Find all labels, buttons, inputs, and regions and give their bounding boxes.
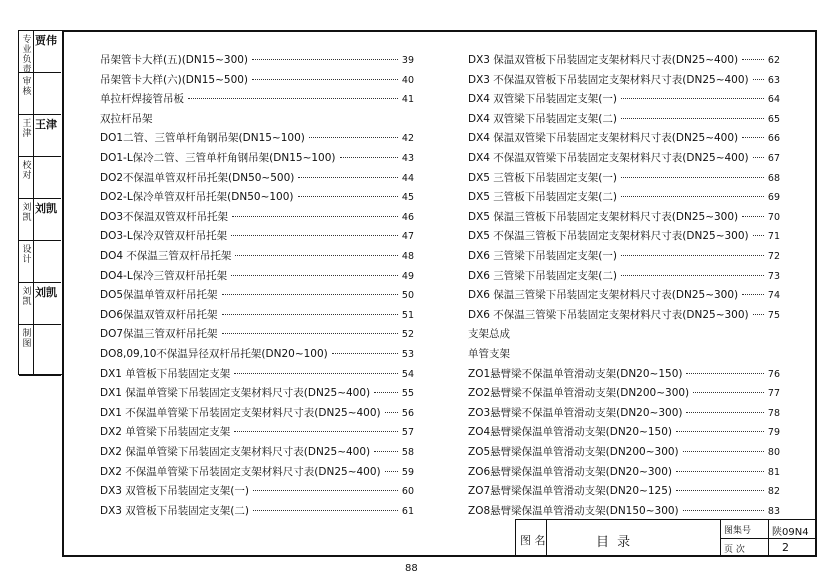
toc-entry-title: DO4 不保温三管双杆吊托架 — [100, 250, 232, 262]
leader-dots — [252, 59, 398, 60]
handwritten-signature: 刘凯 — [35, 286, 57, 299]
cell-divider — [33, 199, 34, 240]
leader-dots — [298, 196, 398, 197]
cell-divider — [33, 115, 34, 156]
toc-entry-page: 43 — [401, 153, 414, 164]
leader-dots — [621, 196, 764, 197]
leader-dots — [621, 177, 764, 178]
leader-dots — [234, 431, 398, 432]
signature-cell — [19, 73, 61, 115]
toc-entry-page: 56 — [401, 407, 414, 419]
toc-entry — [468, 483, 780, 499]
toc-entry-title: DX4 不保温双管梁下吊装固定支架材料尺寸表(DN25~400) — [468, 152, 749, 164]
leader-dots — [676, 490, 764, 491]
cell-divider — [33, 73, 34, 114]
toc-entry-page: 50 — [401, 290, 414, 302]
toc-entry-title: DX6 三管梁下吊装固定支架(二) — [468, 269, 617, 282]
cell-divider — [33, 241, 34, 282]
toc-entry-page: 78 — [767, 407, 780, 419]
toc-entry-title: ZO7悬臂梁保温单管滑动支架(DN20~125) — [468, 485, 672, 498]
toc-entry-title: DO3不保温双管双杆吊托架 — [100, 210, 229, 223]
toc-entry — [468, 52, 780, 68]
toc-entry-title: DO3-L保冷双管双杆吊托架 — [100, 230, 228, 243]
toc-entry-title: DO1二管、三管单杆角钢吊架(DN15~100) — [100, 132, 305, 145]
toc-entry — [468, 503, 780, 519]
toc-entry-page: 74 — [767, 290, 780, 302]
toc-entry — [100, 464, 414, 480]
toc-entry — [468, 111, 780, 127]
toc-entry — [468, 150, 780, 166]
toc-entry-page: 52 — [401, 329, 414, 341]
toc-entry-page: 48 — [401, 251, 414, 262]
toc-entry — [100, 385, 414, 401]
leader-dots — [621, 98, 764, 99]
toc-entry — [100, 130, 414, 146]
title-block — [515, 519, 817, 557]
toc-entry — [100, 189, 414, 205]
drawing-name-label: 图 名 — [520, 534, 546, 547]
leader-dots — [385, 412, 398, 413]
toc-entry-page: 53 — [401, 349, 414, 360]
toc-entry-title: ZO8悬臂梁保温单管滑动支架(DN150~300) — [468, 504, 679, 517]
toc-entry-title: DX6 三管梁下吊装固定支架(一) — [468, 250, 617, 262]
toc-entry-title: 吊架管卡大样(六)(DN15~500) — [100, 73, 249, 86]
toc-entry-page: 69 — [767, 192, 780, 204]
toc-entry — [468, 248, 780, 264]
toc-entry — [100, 72, 414, 88]
toc-entry — [100, 307, 414, 323]
toc-entry-title: ZO4悬臂梁保温单管滑动支架(DN20~150) — [468, 426, 672, 439]
toc-entry-page: 45 — [401, 192, 414, 204]
leader-dots — [742, 216, 764, 217]
toc-entry-title: DO6保温双管双杆吊托架 — [100, 308, 218, 321]
toc-entry — [468, 130, 780, 146]
toc-entry-title: DX2 不保温单管梁下吊装固定支架材料尺寸表(DN25~400) — [100, 465, 381, 478]
toc-entry-page: 83 — [767, 505, 780, 517]
leader-dots — [621, 255, 764, 256]
toc-entry — [100, 444, 414, 460]
toc-entry-title: ZO2悬臂梁不保温单管滑动支架(DN200~300) — [468, 387, 690, 400]
toc-entry-title: DX5 三管板下吊装固定支架(二) — [468, 191, 617, 204]
toc-entry-page: 63 — [767, 74, 780, 86]
toc-entry-title: DO4-L保冷三管双杆吊托架 — [100, 269, 228, 282]
toc-entry — [468, 72, 780, 88]
leader-dots — [188, 98, 398, 99]
signature-cell — [19, 115, 61, 157]
leader-dots — [753, 157, 764, 158]
toc-entry-title: DX6 保温三管梁下吊装固定支架材料尺寸表(DN25~300) — [468, 289, 739, 302]
toc-entry-title: 吊架管卡大样(五)(DN15~300) — [100, 54, 249, 66]
leader-dots — [252, 79, 398, 80]
toc-entry — [100, 52, 414, 68]
handwritten-signature: 王津 — [35, 118, 57, 131]
atlas-number-label: 图集号 — [724, 526, 752, 536]
toc-entry-title: 双拉杆吊架 — [100, 112, 153, 125]
leader-dots — [676, 431, 764, 432]
toc-entry-title: DO1-L保冷二管、三管单杆角钢吊架(DN15~100) — [100, 152, 336, 164]
toc-entry-title: DX1 不保温单管梁下吊装固定支架材料尺寸表(DN25~400) — [100, 406, 381, 419]
signature-role-label: 王津 — [22, 119, 32, 139]
leader-dots — [231, 275, 398, 276]
signature-role-label: 审核 — [22, 77, 32, 97]
toc-entry-page: 59 — [401, 466, 414, 478]
toc-entry-title: DO8,09,10不保温异径双杆吊托架(DN20~100) — [100, 348, 328, 360]
toc-entry-page: 55 — [401, 388, 414, 400]
leader-dots — [683, 451, 764, 452]
toc-entry — [100, 287, 414, 303]
toc-entry-page: 80 — [767, 447, 780, 458]
toc-entry-title: ZO1悬臂梁不保温单管滑动支架(DN20~150) — [468, 367, 683, 380]
leader-dots — [742, 137, 764, 138]
toc-entry-page: 62 — [767, 55, 780, 66]
toc-entry-page: 51 — [401, 309, 414, 321]
toc-entry-title: ZO5悬臂梁保温单管滑动支架(DN200~300) — [468, 446, 679, 458]
toc-entry-title: DX4 保温双管梁下吊装固定支架材料尺寸表(DN25~400) — [468, 132, 739, 145]
leader-dots — [222, 314, 398, 315]
toc-entry — [100, 170, 414, 186]
toc-entry-title: DX1 保温单管梁下吊装固定支架材料尺寸表(DN25~400) — [100, 387, 371, 400]
toc-entry-page: 49 — [401, 270, 414, 282]
toc-entry — [100, 91, 414, 107]
leader-dots — [332, 353, 398, 354]
toc-entry-page: 44 — [401, 172, 414, 184]
signature-cell — [19, 325, 61, 376]
toc-entry-title: DX4 双管梁下吊装固定支架(二) — [468, 112, 617, 125]
leader-dots — [753, 314, 764, 315]
toc-entry-page: 46 — [401, 211, 414, 223]
toc-entry-title: 单拉杆焊接管吊板 — [100, 93, 184, 106]
toc-entry-title: ZO3悬臂梁不保温单管滑动支架(DN20~300) — [468, 406, 683, 419]
leader-dots — [253, 510, 398, 511]
toc-entry-page: 82 — [767, 486, 780, 498]
signature-cell — [19, 283, 61, 325]
footer-page-number: 88 — [405, 563, 418, 574]
toc-entry — [100, 209, 414, 225]
leader-dots — [340, 157, 398, 158]
page-value: 2 — [782, 541, 789, 554]
toc-entry-page: 76 — [767, 368, 780, 380]
toc-entry — [468, 385, 780, 401]
toc-entry — [100, 111, 414, 127]
toc-entry-title: DX3 保温双管板下吊装固定支架材料尺寸表(DN25~400) — [468, 54, 739, 66]
toc-entry-page: 61 — [401, 505, 414, 517]
leader-dots — [621, 118, 764, 119]
leader-dots — [232, 216, 398, 217]
leader-dots — [235, 255, 398, 256]
toc-entry — [468, 189, 780, 205]
leader-dots — [742, 294, 764, 295]
leader-dots — [683, 510, 764, 511]
toc-entry-page: 39 — [401, 55, 414, 66]
toc-entry-page: 42 — [401, 133, 414, 145]
toc-entry-title: DO7保温三管双杆吊托架 — [100, 328, 218, 341]
toc-entry-page: 73 — [767, 270, 780, 282]
toc-entry-page: 57 — [401, 427, 414, 439]
leader-dots — [298, 177, 398, 178]
leader-dots — [253, 490, 398, 491]
leader-dots — [222, 333, 398, 334]
leader-dots — [234, 373, 398, 374]
leader-dots — [374, 392, 398, 393]
leader-dots — [231, 235, 398, 236]
cell-divider — [33, 31, 34, 72]
signature-cell — [19, 31, 61, 73]
signature-role-label: 制图 — [22, 329, 32, 349]
toc-entry-title: DO2不保温单管双杆吊托架(DN50~500) — [100, 171, 295, 184]
toc-entry — [100, 405, 414, 421]
toc-entry-page: 81 — [767, 466, 780, 478]
handwritten-signature: 贾伟 — [35, 34, 57, 47]
toc-entry — [468, 464, 780, 480]
toc-entry-title: DX2 单管梁下吊装固定支架 — [100, 426, 231, 439]
toc-entry-title: DX3 双管板下吊装固定支架(二) — [100, 504, 249, 517]
toc-entry-page: 47 — [401, 231, 414, 243]
signature-cell — [19, 199, 61, 241]
handwritten-signature: 刘凯 — [35, 202, 57, 215]
toc-entry — [468, 346, 780, 362]
leader-dots — [742, 59, 764, 60]
signature-role-label: 设计 — [22, 245, 32, 265]
leader-dots — [309, 137, 398, 138]
toc-entry-title: 支架总成 — [468, 328, 510, 341]
toc-entry-title: DX5 不保温三管板下吊装固定支架材料尺寸表(DN25~300) — [468, 230, 749, 243]
leader-dots — [222, 294, 398, 295]
toc-entry-page: 65 — [767, 113, 780, 125]
toc-entry — [100, 268, 414, 284]
toc-entry-title: DX5 三管板下吊装固定支架(一) — [468, 171, 617, 184]
toc-entry-page: 40 — [401, 74, 414, 86]
toc-entry-page: 72 — [767, 251, 780, 262]
toc-entry-title: DO5保温单管双杆吊托架 — [100, 289, 218, 302]
toc-entry-page: 68 — [767, 172, 780, 184]
toc-entry — [100, 366, 414, 382]
signature-role-label: 专业负责 — [22, 35, 32, 75]
toc-entry-title: DX3 双管板下吊装固定支架(一) — [100, 485, 249, 498]
leader-dots — [686, 412, 763, 413]
leader-dots — [693, 392, 764, 393]
toc-entry-page: 67 — [767, 153, 780, 164]
toc-entry-title: DO2-L保冷单管双杆吊托架(DN50~100) — [100, 191, 294, 204]
toc-entry-page: 77 — [767, 388, 780, 400]
toc-entry-page: 54 — [401, 368, 414, 380]
page-label: 页 次 — [724, 545, 745, 555]
signature-role-label: 刘凯 — [22, 203, 32, 223]
toc-entry-title: 单管支架 — [468, 348, 510, 360]
toc-entry — [468, 424, 780, 440]
leader-dots — [385, 471, 398, 472]
toc-entry-page: 70 — [767, 211, 780, 223]
toc-entry — [468, 444, 780, 460]
toc-entry — [468, 326, 780, 342]
leader-dots — [753, 79, 764, 80]
toc-entry-page: 60 — [401, 486, 414, 498]
cell-divider — [33, 157, 34, 198]
toc-entry-title: DX3 不保温双管板下吊装固定支架材料尺寸表(DN25~400) — [468, 73, 749, 86]
signature-role-label: 刘凯 — [22, 287, 32, 307]
toc-entry — [468, 91, 780, 107]
toc-entry — [468, 287, 780, 303]
toc-entry-page: 66 — [767, 133, 780, 145]
toc-entry — [468, 366, 780, 382]
signature-role-label: 校对 — [22, 161, 32, 181]
leader-dots — [686, 373, 763, 374]
toc-entry — [100, 228, 414, 244]
toc-entry — [468, 209, 780, 225]
toc-entry-title: DX5 保温三管板下吊装固定支架材料尺寸表(DN25~300) — [468, 210, 739, 223]
atlas-number: 陕09N4 — [772, 527, 809, 538]
cell-divider — [33, 325, 34, 375]
cell-divider — [33, 283, 34, 324]
toc-entry-page: 75 — [767, 309, 780, 321]
toc-entry — [468, 268, 780, 284]
leader-dots — [621, 275, 764, 276]
toc-entry — [100, 503, 414, 519]
toc-entry-title: DX2 保温单管梁下吊装固定支架材料尺寸表(DN25~400) — [100, 446, 371, 458]
leader-dots — [676, 471, 764, 472]
toc-entry-page: 58 — [401, 447, 414, 458]
toc-entry-page: 64 — [767, 94, 780, 106]
drawing-title: 目 录 — [596, 535, 633, 550]
toc-entry-page: 79 — [767, 427, 780, 439]
toc-entry — [100, 346, 414, 362]
toc-entry — [468, 170, 780, 186]
toc-entry-page: 71 — [767, 231, 780, 243]
toc-entry-title: DX1 单管板下吊装固定支架 — [100, 367, 231, 380]
toc-entry-title: DX4 双管梁下吊装固定支架(一) — [468, 93, 617, 106]
signature-cell — [19, 241, 61, 283]
toc-entry — [468, 307, 780, 323]
toc-entry — [100, 150, 414, 166]
toc-entry — [100, 326, 414, 342]
toc-entry — [468, 405, 780, 421]
signature-cell — [19, 157, 61, 199]
toc-entry-title: DX6 不保温三管梁下吊装固定支架材料尺寸表(DN25~300) — [468, 308, 749, 321]
leader-dots — [374, 451, 398, 452]
leader-dots — [753, 235, 764, 236]
toc-entry — [100, 248, 414, 264]
toc-entry — [100, 483, 414, 499]
signature-block — [18, 30, 62, 375]
toc-entry-page: 41 — [401, 94, 414, 106]
toc-entry-title: ZO6悬臂梁保温单管滑动支架(DN20~300) — [468, 465, 672, 478]
toc-entry — [100, 424, 414, 440]
toc-entry — [468, 228, 780, 244]
